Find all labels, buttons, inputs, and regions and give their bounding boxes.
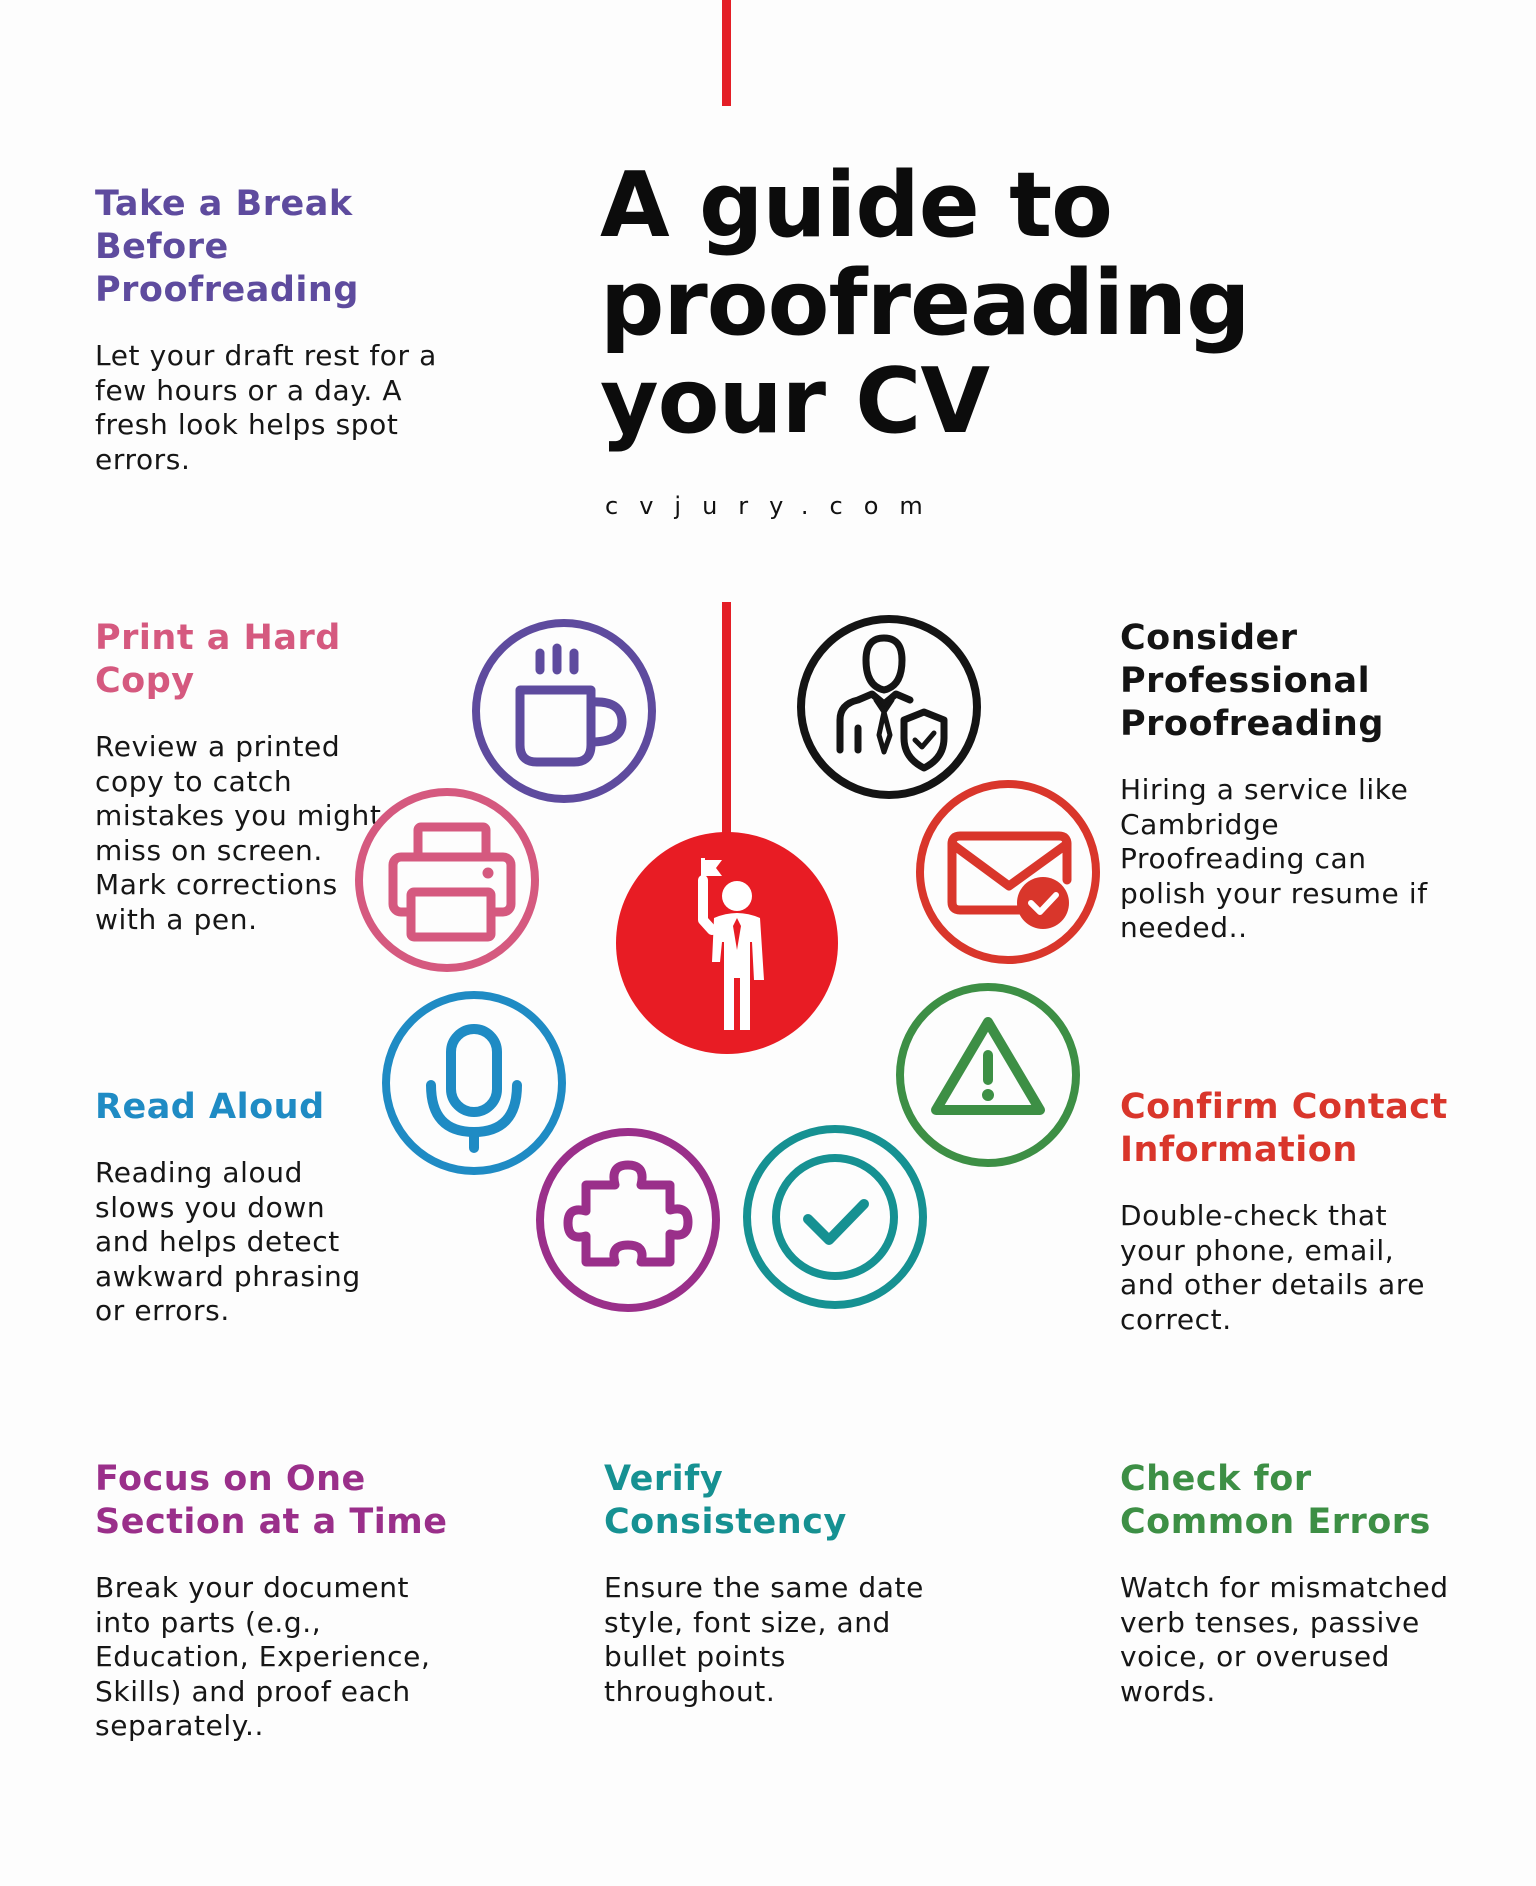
tip-description: Watch for mismatched verb tenses, passive voice, or overused words. (1120, 1571, 1449, 1708)
checkmark-circle-icon (747, 1129, 923, 1305)
tip-heading: Confirm Contact Information (1120, 1087, 1448, 1170)
tip-heading: Read Aloud (95, 1087, 325, 1127)
warning-triangle-icon (900, 987, 1076, 1163)
tip-heading: Verify Consistency (604, 1459, 847, 1542)
tip-description: Review a printed copy to catch mistakes you might miss on screen. Mark corrections with a pen. (95, 730, 382, 936)
envelope-check-icon (920, 784, 1096, 960)
person-with-flag-icon (616, 832, 838, 1054)
tip-description: Let your draft rest for a few hours or a day. A fresh look helps spot errors. (95, 339, 437, 476)
tip-description: Ensure the same date style, font size, and bullet points throughout. (604, 1571, 924, 1708)
page-title: A guide to proofreading your CV (600, 153, 1250, 454)
professional-badge-icon (801, 619, 977, 795)
tip-heading: Print a Hard Copy (95, 618, 341, 701)
coffee-cup-icon (476, 623, 652, 799)
site-url: cvjury.com (605, 492, 944, 520)
tip-heading: Take a Break Before Proofreading (95, 184, 359, 310)
tip-description: Reading aloud slows you down and helps detect awkward phrasing or errors. (95, 1156, 361, 1327)
tip-description: Hiring a service like Cambridge Proofreading can polish your resume if needed.. (1120, 773, 1428, 944)
tip-description: Break your document into parts (e.g., Education, Experience, Skills) and proof each separately.. (95, 1571, 431, 1742)
microphone-icon (386, 995, 562, 1171)
tip-heading: Focus on One Section at a Time (95, 1459, 448, 1542)
puzzle-piece-icon (540, 1132, 716, 1308)
tip-heading: Consider Professional Proofreading (1120, 618, 1384, 744)
printer-icon (359, 792, 535, 968)
tip-heading: Check for Common Errors (1120, 1459, 1431, 1542)
center-connector-line (722, 602, 731, 842)
top-divider-line (722, 0, 731, 106)
tip-description: Double-check that your phone, email, and other details are correct. (1120, 1199, 1426, 1336)
